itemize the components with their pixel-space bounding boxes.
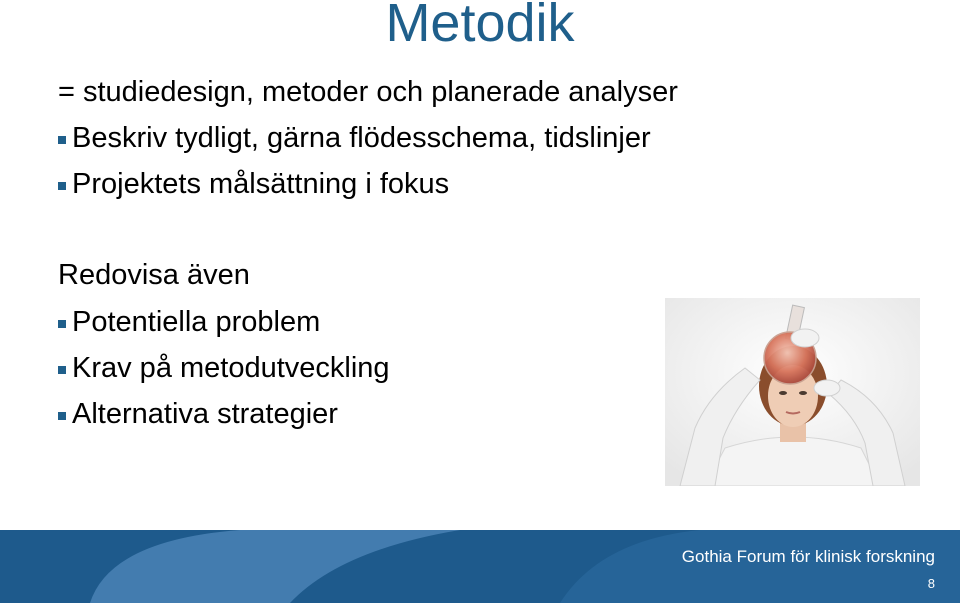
bullet-item [58, 398, 338, 431]
bullet-item [58, 168, 449, 201]
bullet-item [58, 352, 390, 385]
bullet-square-icon [58, 412, 66, 420]
bullet-square-icon [58, 136, 66, 144]
bullet-text: Krav på metodutveckling [72, 352, 390, 384]
bullet-item [58, 306, 320, 339]
bullet-text: Projektets målsättning i fokus [72, 168, 450, 200]
intro-text: = studiedesign, metoder och planerade analyser [58, 76, 678, 108]
bullet-square-icon [58, 182, 66, 190]
scientist-photo [665, 298, 920, 486]
slide-title: Metodik [385, 0, 575, 53]
subheading: Redovisa även [58, 259, 250, 291]
bullet-item [58, 122, 651, 155]
page-number: 8 [927, 576, 935, 591]
bullet-square-icon [58, 366, 66, 374]
bullet-text: Beskriv tydligt, gärna flödesschema, tidslinjer [72, 122, 651, 154]
bullet-text: Potentiella problem [72, 306, 321, 338]
footer-organization: Gothia Forum för klinisk forskning [681, 547, 935, 566]
bullet-text: Alternativa strategier [72, 398, 338, 430]
bullet-square-icon [58, 320, 66, 328]
